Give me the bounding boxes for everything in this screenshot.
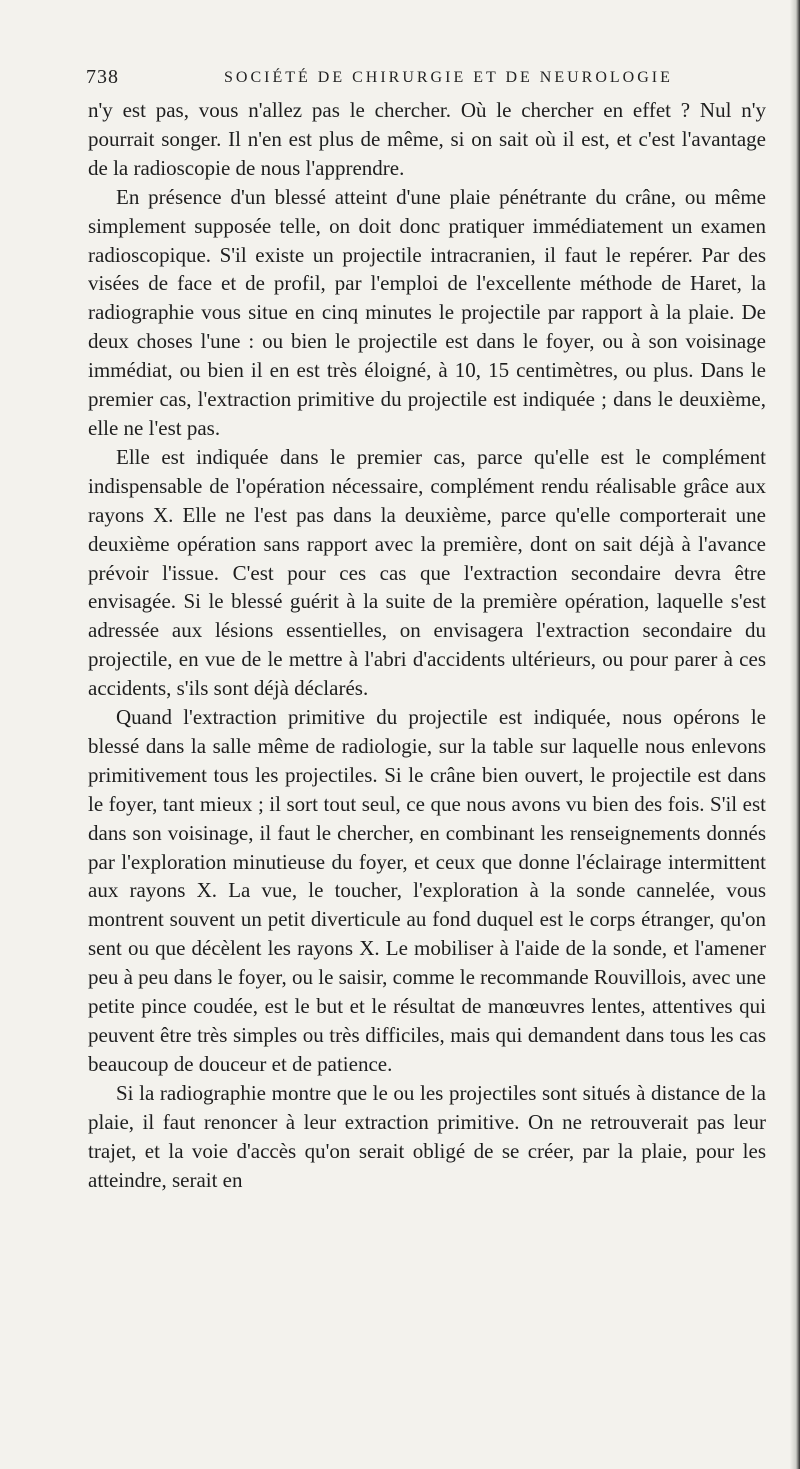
page-edge-shadow — [790, 0, 800, 1469]
paragraph-5: Si la radiographie montre que le ou les projectiles sont situés à distance de la plaie, il faut renoncer à leur extraction primitive. On ne retrouverait pas leur trajet, et la voie d'accès qu'on serait obligé de se créer, par la plaie, pour les atteindre, serait en — [88, 1080, 766, 1192]
body-text — [88, 96, 766, 1194]
page-number: 738 — [86, 66, 119, 88]
running-head: SOCIÉTÉ DE CHIRURGIE ET DE NEUROLOGIE — [224, 69, 673, 86]
paragraph-1: n'y est pas, vous n'allez pas le chercher. Où le chercher en effet ? Nul n'y pourrait songer. Il n'en est plus de même, si on sait où il est, et c'est l'avantage de la radioscopie de nous l'apprendre. — [88, 98, 766, 180]
paragraph-2: En présence d'un blessé atteint d'une plaie pénétrante du crâne, ou même simplement supposée telle, on doit donc pratiquer immédiatement un examen radioscopique. S'il existe un projectile intracranien, il faut le repérer. Par des visées de face et de profil, par l'emploi de l'excellente méthode de Haret, la radiographie vous situe en cinq minutes le projectile par rapport à la plaie. De deux choses l'une : ou bien le projectile est dans le foyer, ou à son voisinage immédiat, ou bien il en est très éloigné, à 10, 15 centimètres, ou plus. Dans le premier cas, l'extraction primitive du projectile est indiquée ; dans le deuxième, elle ne l'est pas. — [88, 184, 766, 440]
page-header — [86, 66, 766, 90]
paragraph-4: Quand l'extraction primitive du projectile est indiquée, nous opérons le blessé dans la salle même de radiologie, sur la table sur laquelle nous enlevons primitivement tous les projectiles. Si le crâne bien ouvert, le projectile est dans le foyer, tant mieux ; il sort tout seul, ce que nous avons vu bien des fois. S'il est dans son voisinage, il faut le chercher, en combinant les renseignements donnés par l'exploration minutieuse du foyer, et ceux que donne l'éclairage intermittent aux rayons X. La vue, le toucher, l'exploration à la sonde cannelée, vous montrent souvent un petit diverticule au fond duquel est le corps étranger, qu'on sent ou que décèlent les rayons X. Le mobiliser à l'aide de la sonde, et l'amener peu à peu dans le foyer, ou le saisir, comme le recommande Rouvillois, avec une petite pince coudée, est le but et le résultat de manœuvres lentes, attentives qui peuvent être très simples ou très difficiles, mais qui demandent dans tous les cas beaucoup de douceur et de patience. — [88, 705, 766, 1076]
paragraph-3: Elle est indiquée dans le premier cas, parce qu'elle est le complément indispensable de l'opération nécessaire, complément rendu réalisable grâce aux rayons X. Elle ne l'est pas dans la deuxième, parce qu'elle comporterait une deuxième opération sans rapport avec la première, dont on sait déjà à l'avance prévoir l'issue. C'est pour ces cas que l'extraction secondaire devra être envisagée. Si le blessé guérit à la suite de la première opération, laquelle s'est adressée aux lésions essentielles, on envisagera l'extraction secondaire du projectile, en vue de le mettre à l'abri d'accidents ultérieurs, ou pour parer à ces accidents, s'ils sont déjà déclarés. — [88, 444, 766, 701]
